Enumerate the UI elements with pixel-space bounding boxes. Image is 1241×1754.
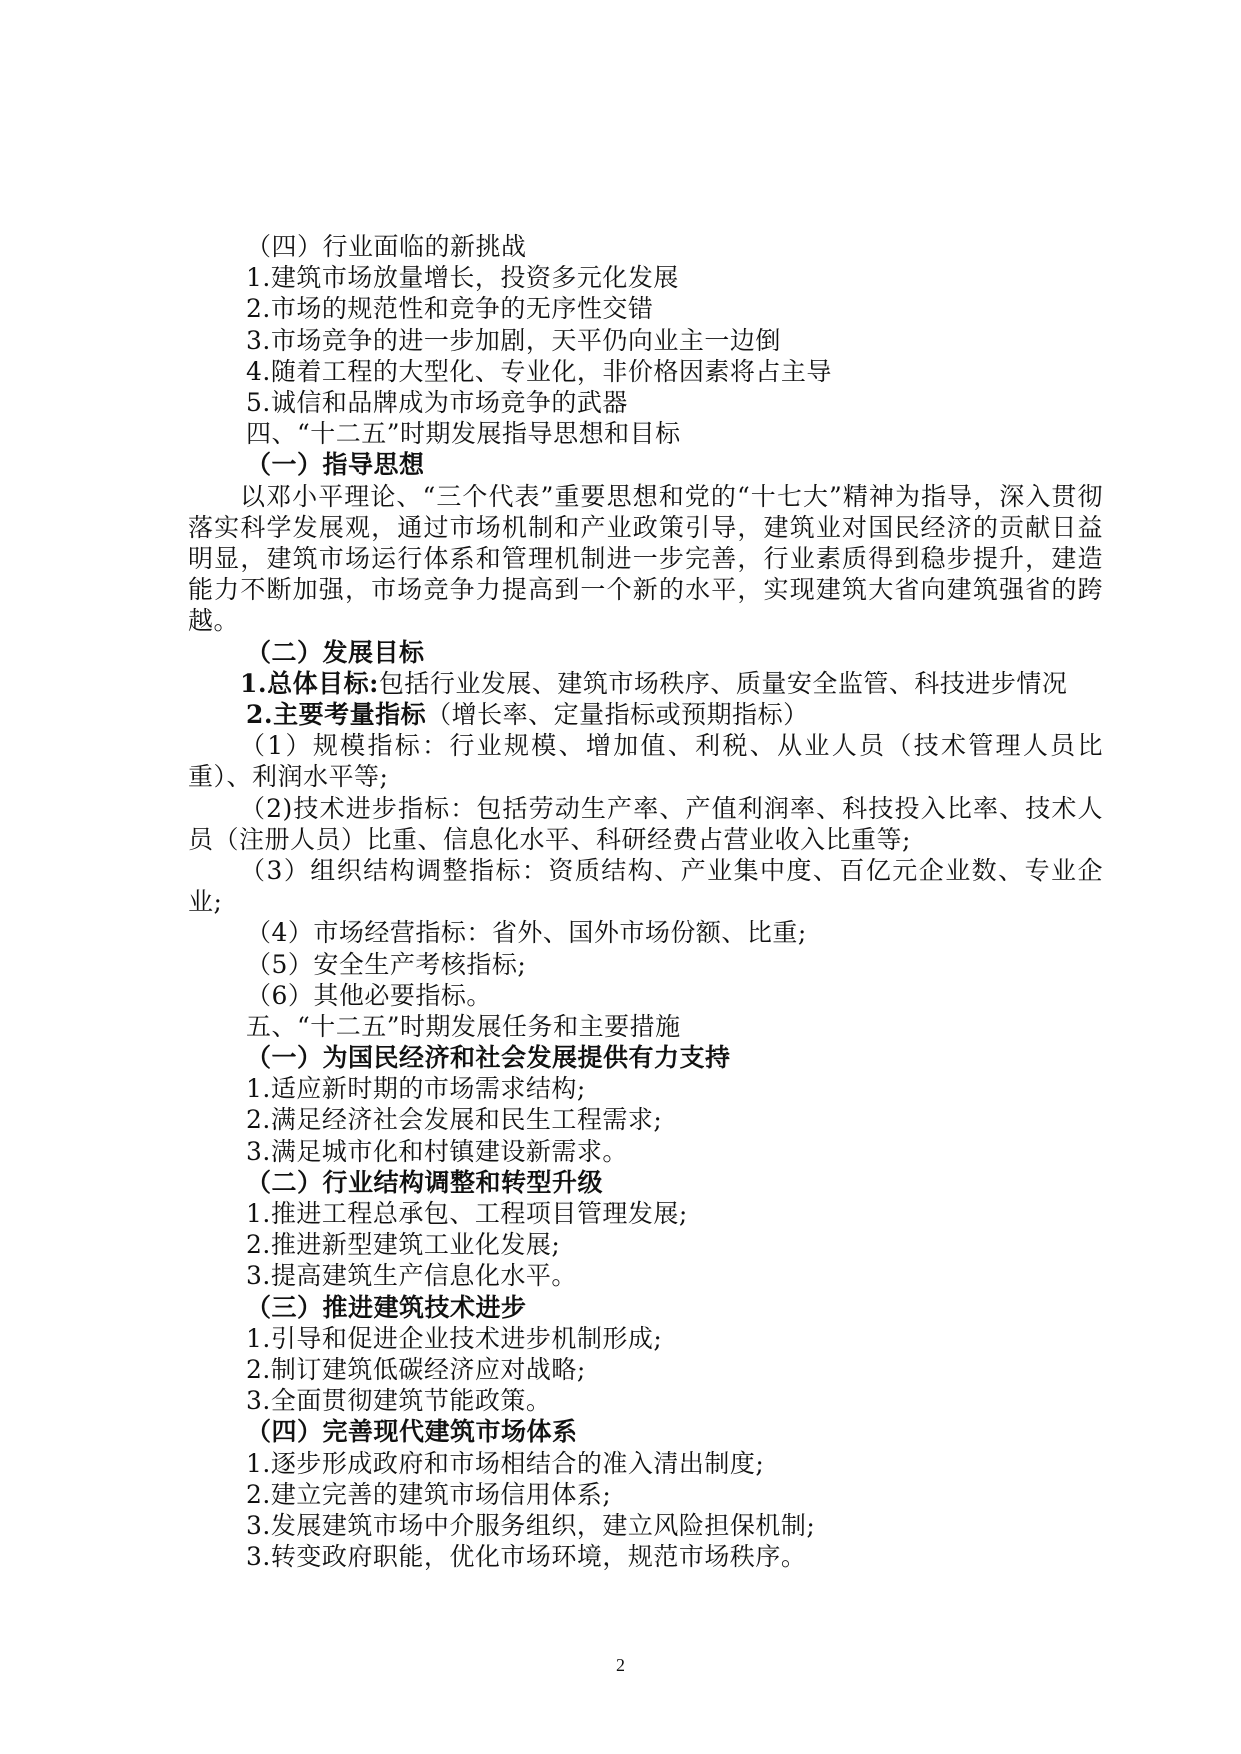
guide-paragraph: 以邓小平理论、“三个代表”重要思想和党的“十七大”精神为指导，深入贯彻落实科学发展观，通过市场机制和产业政策引导，建筑业对国民经济的贡献日益明显，建筑市场运行体系和管理机制进一步完善，行业素质得到稳步提升，建造能力不断加强，市场竞争力提高到一个新的水平，实现建筑大省向建筑强省的跨越。 — [188, 481, 1103, 636]
list-item: 3.满足城市化和村镇建设新需求。 — [246, 1136, 628, 1166]
goal-paragraph — [188, 668, 1103, 699]
list-item: 2.推进新型建筑工业化发展; — [246, 1230, 561, 1260]
list-item: 3.全面贯彻建筑节能政策。 — [246, 1386, 552, 1416]
subsection-heading: （一）指导思想 — [246, 450, 425, 480]
indicator-item: （2)技术进步指标：包括劳动生产率、产值利润率、科技投入比率、技术人员（注册人员）比重、信息化水平、科研经费占营业收入比重等; — [188, 793, 1103, 854]
list-item: 5.诚信和品牌成为市场竞争的武器 — [246, 387, 628, 417]
indicator-note: （增长率、定量指标或预期指标） — [426, 699, 809, 729]
list-item: 1.逐步形成政府和市场相结合的准入清出制度; — [246, 1448, 765, 1478]
list-item: 1.建筑市场放量增长，投资多元化发展 — [246, 263, 679, 293]
goal-label: 1.总体目标: — [240, 668, 379, 698]
subsection-heading: （二）发展目标 — [246, 637, 425, 667]
indicator-item: （3）组织结构调整指标：资质结构、产业集中度、百亿元企业数、专业企业; — [188, 855, 1103, 917]
section-heading: （四）行业面临的新挑战 — [246, 232, 527, 261]
list-item: 4.随着工程的大型化、专业化，非价格因素将占主导 — [246, 356, 832, 386]
list-item: 3.转变政府职能，优化市场环境，规范市场秩序。 — [246, 1542, 807, 1572]
subsection-heading: （二）行业结构调整和转型升级 — [246, 1167, 604, 1197]
chapter-heading: 四、“十二五”时期发展指导思想和目标 — [246, 419, 681, 449]
indicator-item: （4）市场经营指标：省外、国外市场份额、比重; — [246, 918, 807, 948]
list-item: 2.满足经济社会发展和民生工程需求; — [246, 1105, 663, 1135]
list-item: 3.提高建筑生产信息化水平。 — [246, 1261, 577, 1291]
list-item: 3.市场竞争的进一步加剧，天平仍向业主一边倒 — [246, 325, 781, 355]
subsection-heading: （一）为国民经济和社会发展提供有力支持 — [246, 1043, 731, 1073]
list-item: 2.建立完善的建筑市场信用体系; — [246, 1479, 612, 1509]
indicator-item: （6）其他必要指标。 — [246, 980, 492, 1010]
subsection-heading: （四）完善现代建筑市场体系 — [246, 1417, 578, 1447]
indicator-heading — [188, 699, 1103, 730]
list-item: 1.推进工程总承包、工程项目管理发展; — [246, 1199, 688, 1228]
page-body — [188, 231, 1103, 1572]
list-item: 2.市场的规范性和竞争的无序性交错 — [246, 294, 654, 324]
chapter-heading: 五、“十二五”时期发展任务和主要措施 — [246, 1011, 681, 1041]
list-item: 1.引导和促进企业技术进步机制形成; — [246, 1323, 663, 1353]
subsection-heading: （三）推进建筑技术进步 — [246, 1292, 527, 1322]
indicator-item: （5）安全生产考核指标; — [246, 949, 527, 979]
list-item: 1.适应新时期的市场需求结构; — [246, 1074, 586, 1104]
indicator-item: （1）规模指标：行业规模、增加值、利税、从业人员（技术管理人员比重）、利润水平等; — [188, 731, 1103, 792]
goal-text: 包括行业发展、建筑市场秩序、质量安全监管、科技进步情况 — [378, 668, 1068, 698]
indicator-label: 2.主要考量指标 — [246, 699, 427, 729]
list-item: 2.制订建筑低碳经济应对战略; — [246, 1354, 586, 1384]
page-number: 2 — [616, 1655, 625, 1675]
list-item: 3.发展建筑市场中介服务组织，建立风险担保机制; — [246, 1510, 816, 1540]
